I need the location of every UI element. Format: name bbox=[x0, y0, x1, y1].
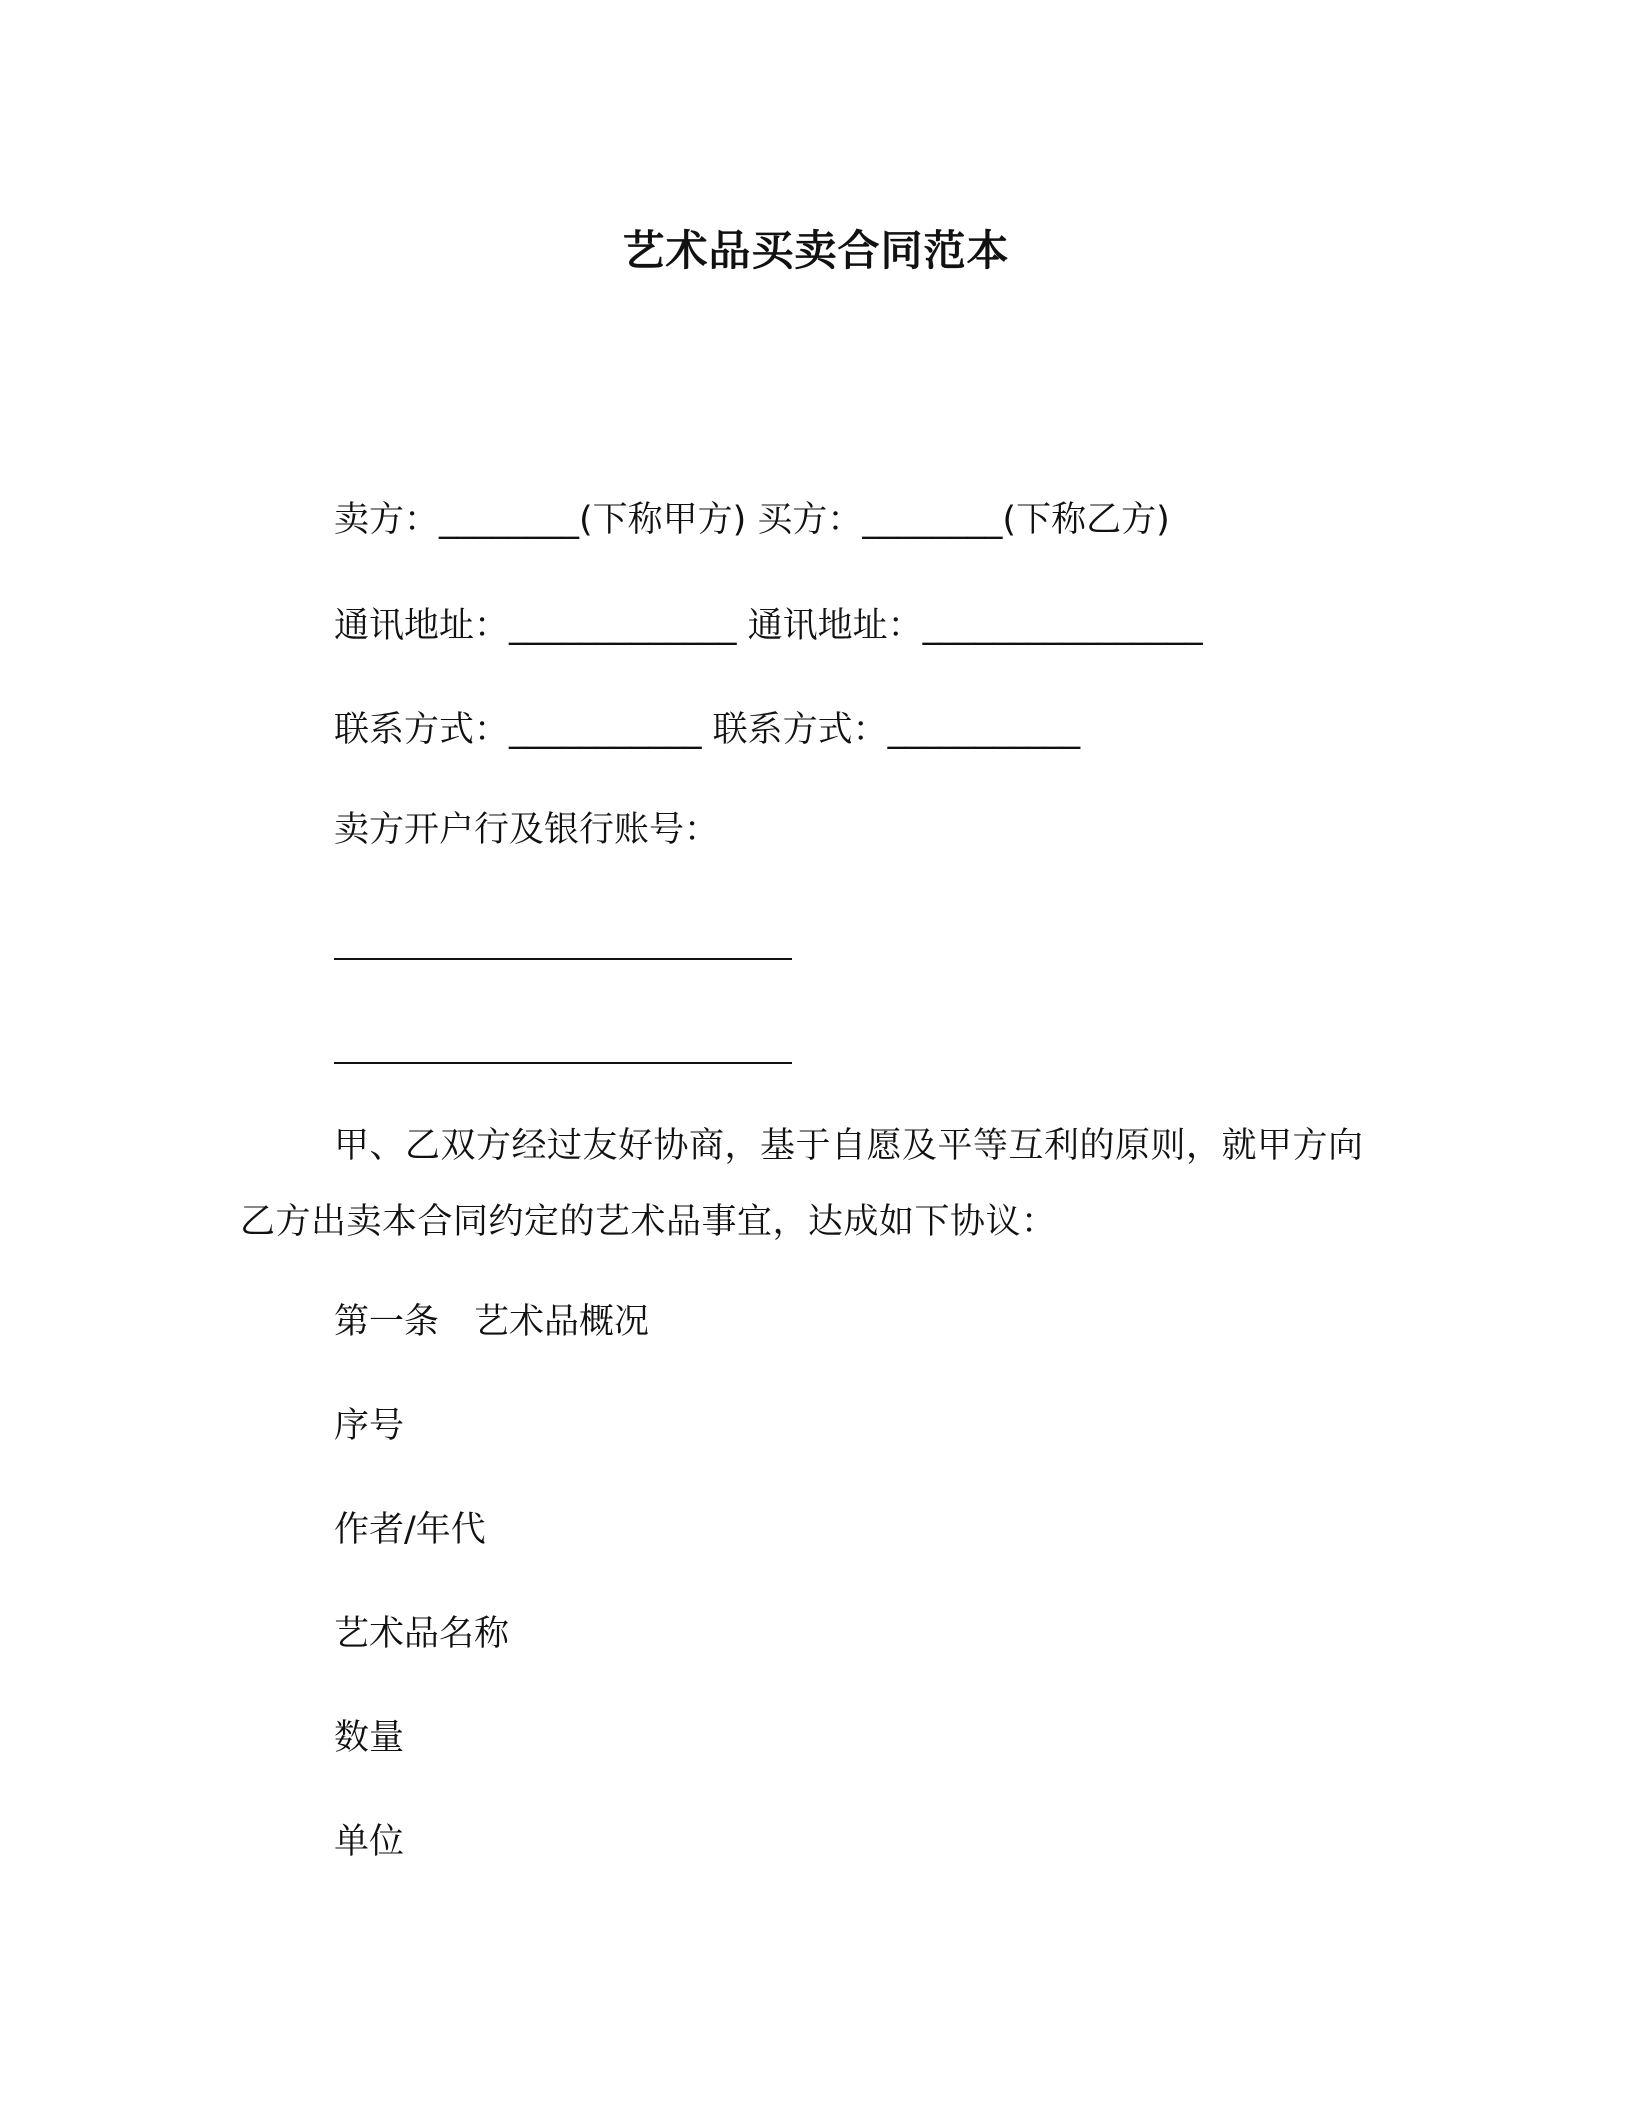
contact-line: 联系方式：___________ 联系方式：___________ bbox=[334, 710, 1081, 750]
field-author-era: 作者/年代 bbox=[334, 1510, 486, 1550]
bank-blank-line-2 bbox=[334, 1062, 792, 1064]
field-unit: 单位 bbox=[334, 1822, 405, 1862]
document-title: 艺术品买卖合同范本 bbox=[622, 226, 1010, 275]
field-artwork-name: 艺术品名称 bbox=[334, 1614, 510, 1654]
seller-buyer-line: 卖方：________(下称甲方) 买方：________(下称乙方) bbox=[334, 500, 1170, 540]
intro-paragraph: 甲、乙双方经过友好协商，基于自愿及平等互利的原则，就甲方向乙方出卖本合同约定的艺术品事宜，达成如下协议： bbox=[240, 1126, 1364, 1242]
bank-blank-line-1 bbox=[334, 958, 792, 960]
field-quantity: 数量 bbox=[334, 1718, 405, 1758]
bank-account-label: 卖方开户行及银行账号： bbox=[334, 810, 720, 850]
article-1-heading: 第一条 艺术品概况 bbox=[334, 1302, 650, 1342]
field-serial-number: 序号 bbox=[334, 1406, 405, 1446]
address-line: 通讯地址：_____________ 通讯地址：________________ bbox=[334, 606, 1203, 646]
